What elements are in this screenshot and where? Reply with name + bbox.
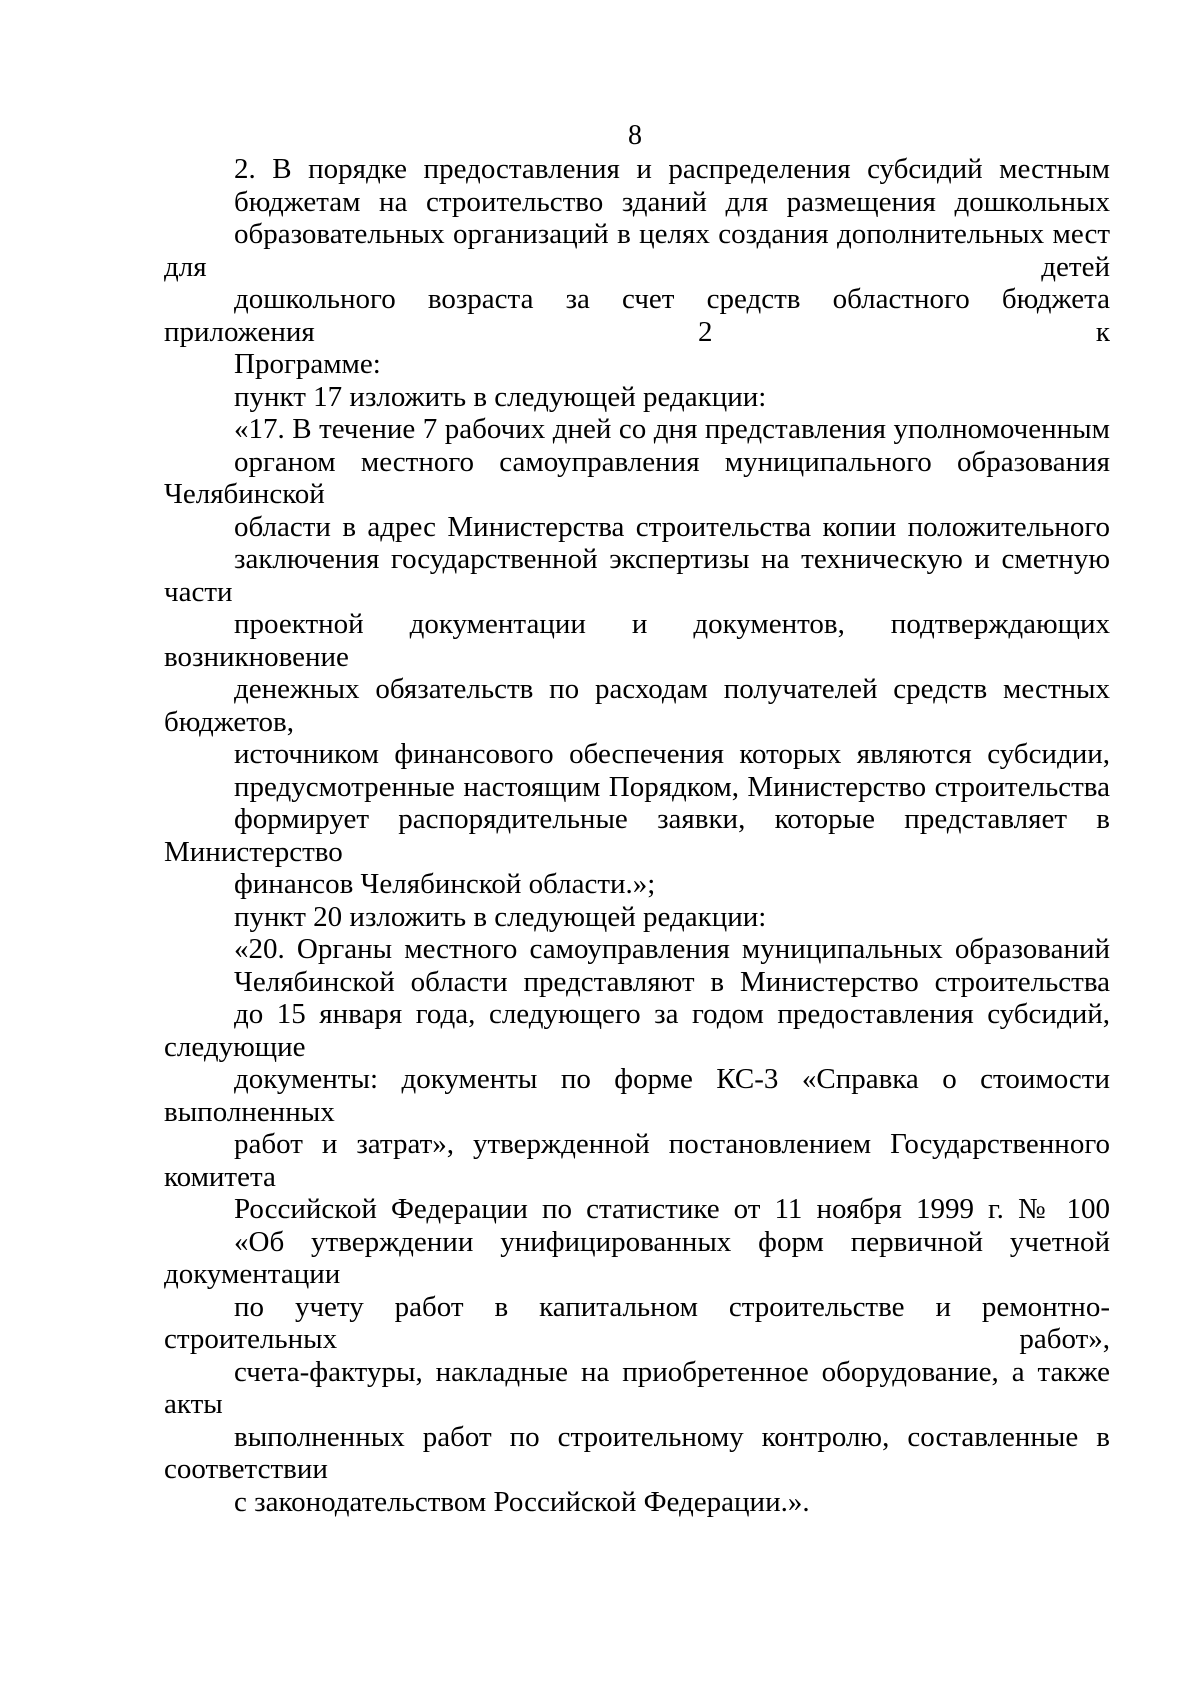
text-line: работ и затрат», утвержденной постановлением Государственного комитета: [164, 1128, 1110, 1193]
text-line: «20. Органы местного самоуправления муниципальных образований: [234, 933, 1110, 965]
text-line: проектной документации и документов, подтверждающих возникновение: [164, 608, 1110, 673]
paragraph-item-17-text: [164, 413, 1110, 901]
text-line: пункт 20 изложить в следующей редакции:: [234, 900, 767, 933]
text-line: Челябинской области представляют в Министерство строительства: [234, 965, 1110, 998]
paragraph-item-20-text: [164, 933, 1110, 1518]
text-line: «17. В течение 7 рабочих дней со дня представления уполномоченным: [234, 413, 1110, 445]
text-line: до 15 января года, следующего за годом предоставления субсидий, следующие: [164, 998, 1110, 1063]
paragraph-subsidy-order: [164, 153, 1110, 381]
text-line: выполненных работ по строительному контролю, составленные в соответствии: [164, 1420, 1110, 1485]
text-line: 2. В порядке предоставления и распределения субсидий местным: [234, 153, 1110, 185]
text-line: органом местного самоуправления муниципального образования Челябинской: [164, 445, 1110, 510]
text-line: Российской Федерации по статистике от 11 ноября 1999 г. № 100: [234, 1193, 1110, 1225]
text-line: образовательных организаций в целях создания дополнительных мест для детей: [164, 218, 1110, 283]
text-line: по учету работ в капитальном строительстве и ремонтно-строительных работ»,: [164, 1290, 1110, 1355]
text-line: финансов Челябинской области.»;: [234, 868, 656, 900]
text-line: дошкольного возраста за счет средств областного бюджета приложения 2 к: [164, 283, 1110, 348]
text-line: пункт 17 изложить в следующей редакции:: [234, 380, 767, 413]
document-body: [164, 153, 1110, 1518]
paragraph-item-17-intro: [164, 381, 1110, 414]
text-line: документы: документы по форме КС-3 «Справка о стоимости выполненных: [164, 1063, 1110, 1128]
text-line: с законодательством Российской Федерации.».: [234, 1485, 810, 1518]
text-line: формирует распорядительные заявки, которые представляет в Министерство: [164, 803, 1110, 868]
text-line: заключения государственной экспертизы на техническую и сметную части: [164, 543, 1110, 608]
text-line: счета-фактуры, накладные на приобретенное оборудование, а также акты: [164, 1355, 1110, 1420]
page-number: 8: [628, 120, 642, 151]
paragraph-item-20-intro: [164, 901, 1110, 934]
text-line: области в адрес Министерства строительства копии положительного: [234, 510, 1110, 543]
text-line: денежных обязательств по расходам получателей средств местных бюджетов,: [164, 673, 1110, 738]
text-line: бюджетам на строительство зданий для размещения дошкольных: [234, 185, 1110, 218]
text-line: Программе:: [234, 348, 381, 380]
text-line: источником финансового обеспечения которых являются субсидии,: [234, 738, 1110, 770]
text-line: предусмотренные настоящим Порядком, Министерство строительства: [234, 770, 1110, 803]
text-line: «Об утверждении унифицированных форм первичной учетной документации: [164, 1225, 1110, 1290]
